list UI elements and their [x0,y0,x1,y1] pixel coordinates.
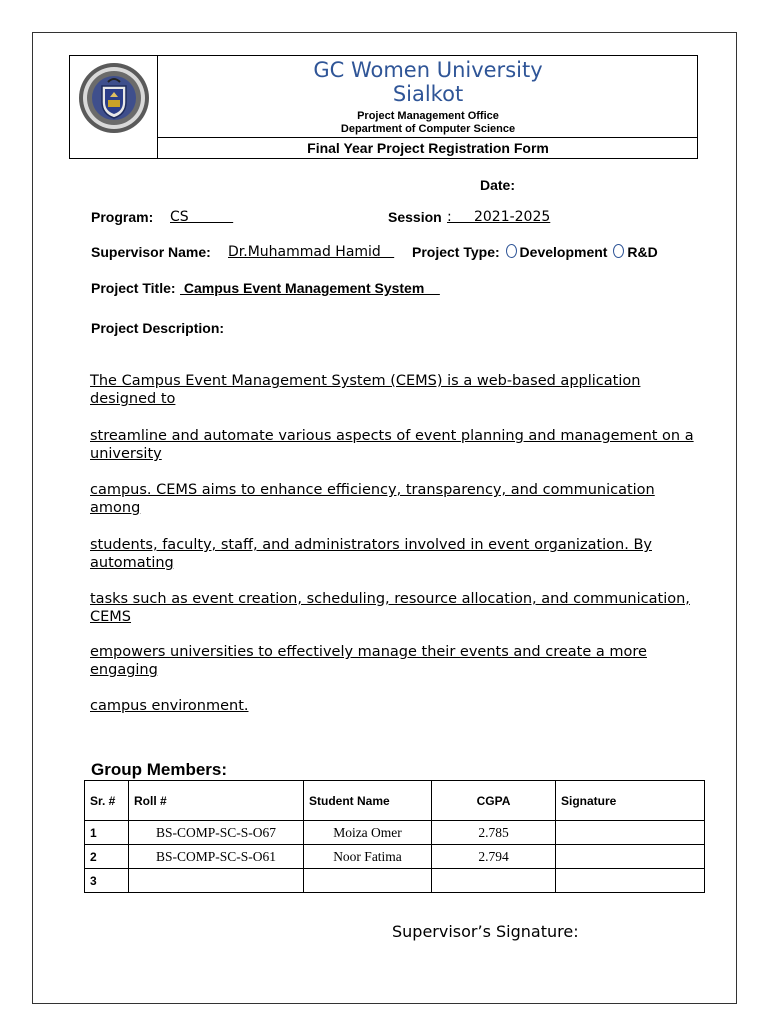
program-label: Program: [91,209,154,225]
sr-header: Sr. # [85,781,129,821]
university-name: GC Women University [313,58,543,82]
student-name-header: Student Name [304,781,432,821]
cgpa-cell[interactable]: 2.794 [432,845,556,869]
student-name-cell[interactable]: Noor Fatima [304,845,432,869]
roll-cell[interactable] [129,869,304,893]
description-line: campus. CEMS aims to enhance efficiency, transparency, and communication [90,482,655,498]
description-line: empowers universities to effectively manage their events and create a more [90,644,647,660]
description-line: students, faculty, staff, and administrators involved in event organization. By [90,537,652,553]
date-label: Date: [480,177,516,193]
roll-header: Roll # [129,781,304,821]
description-line: The Campus Event Management System (CEMS) is a web-based application [90,373,641,389]
cgpa-cell[interactable]: 2.785 [432,821,556,845]
student-name-cell[interactable] [304,869,432,893]
table-row [85,845,705,869]
rnd-option-label: R&D [627,244,658,260]
sr-cell: 2 [85,845,129,869]
student-name-cell[interactable]: Moiza Omer [304,821,432,845]
roll-cell[interactable]: BS-COMP-SC-S-O61 [129,845,304,869]
session-value[interactable]: : 2021-2025 [447,209,551,225]
signature-cell[interactable] [556,845,705,869]
development-radio[interactable] [506,244,517,258]
supervisor-label: Supervisor Name: [91,244,211,260]
table-row [85,821,705,845]
description-line: campus environment. [90,698,249,714]
description-line: tasks such as event creation, scheduling, resource allocation, and communication, [90,591,690,607]
description-line: streamline and automate various aspects of event planning and management on a [90,428,694,444]
project-type-label: Project Type: [412,244,500,260]
signature-cell[interactable] [556,869,705,893]
project-title-label: Project Title: [91,280,176,296]
logo-cell [70,56,158,158]
sr-cell: 3 [85,869,129,893]
sr-cell: 1 [85,821,129,845]
description-line: CEMS [90,609,132,625]
description-line: among [90,500,141,516]
department-name: Department of Computer Science [340,123,516,135]
form-title: Final Year Project Registration Form [307,140,549,156]
table-row [85,869,705,893]
development-option-label: Development [519,244,608,260]
cgpa-cell[interactable] [432,869,556,893]
university-city: Sialkot [392,82,464,106]
project-type-field [412,243,658,261]
supervisor-signature-label: Supervisor’s Signature: [392,922,579,941]
group-members-table [84,780,705,893]
university-seal-logo [78,62,150,134]
form-header [69,55,698,159]
signature-cell[interactable] [556,821,705,845]
roll-cell[interactable]: BS-COMP-SC-S-O67 [129,821,304,845]
description-line: automating [90,555,174,571]
description-line: university [90,446,162,462]
project-title-value[interactable]: Campus Event Management System [180,280,440,296]
supervisor-value[interactable]: Dr.Muhammad Hamid [228,244,395,260]
office-name: Project Management Office [357,110,499,122]
project-description-label: Project Description: [91,320,225,336]
program-value[interactable]: CS [170,209,234,225]
session-label: Session [388,209,442,225]
description-line: engaging [90,662,158,678]
cgpa-header: CGPA [432,781,556,821]
group-members-title: Group Members: [91,760,228,779]
signature-header: Signature [556,781,705,821]
table-header-row [85,781,705,821]
description-line: designed to [90,391,176,407]
rnd-radio[interactable] [613,244,624,258]
